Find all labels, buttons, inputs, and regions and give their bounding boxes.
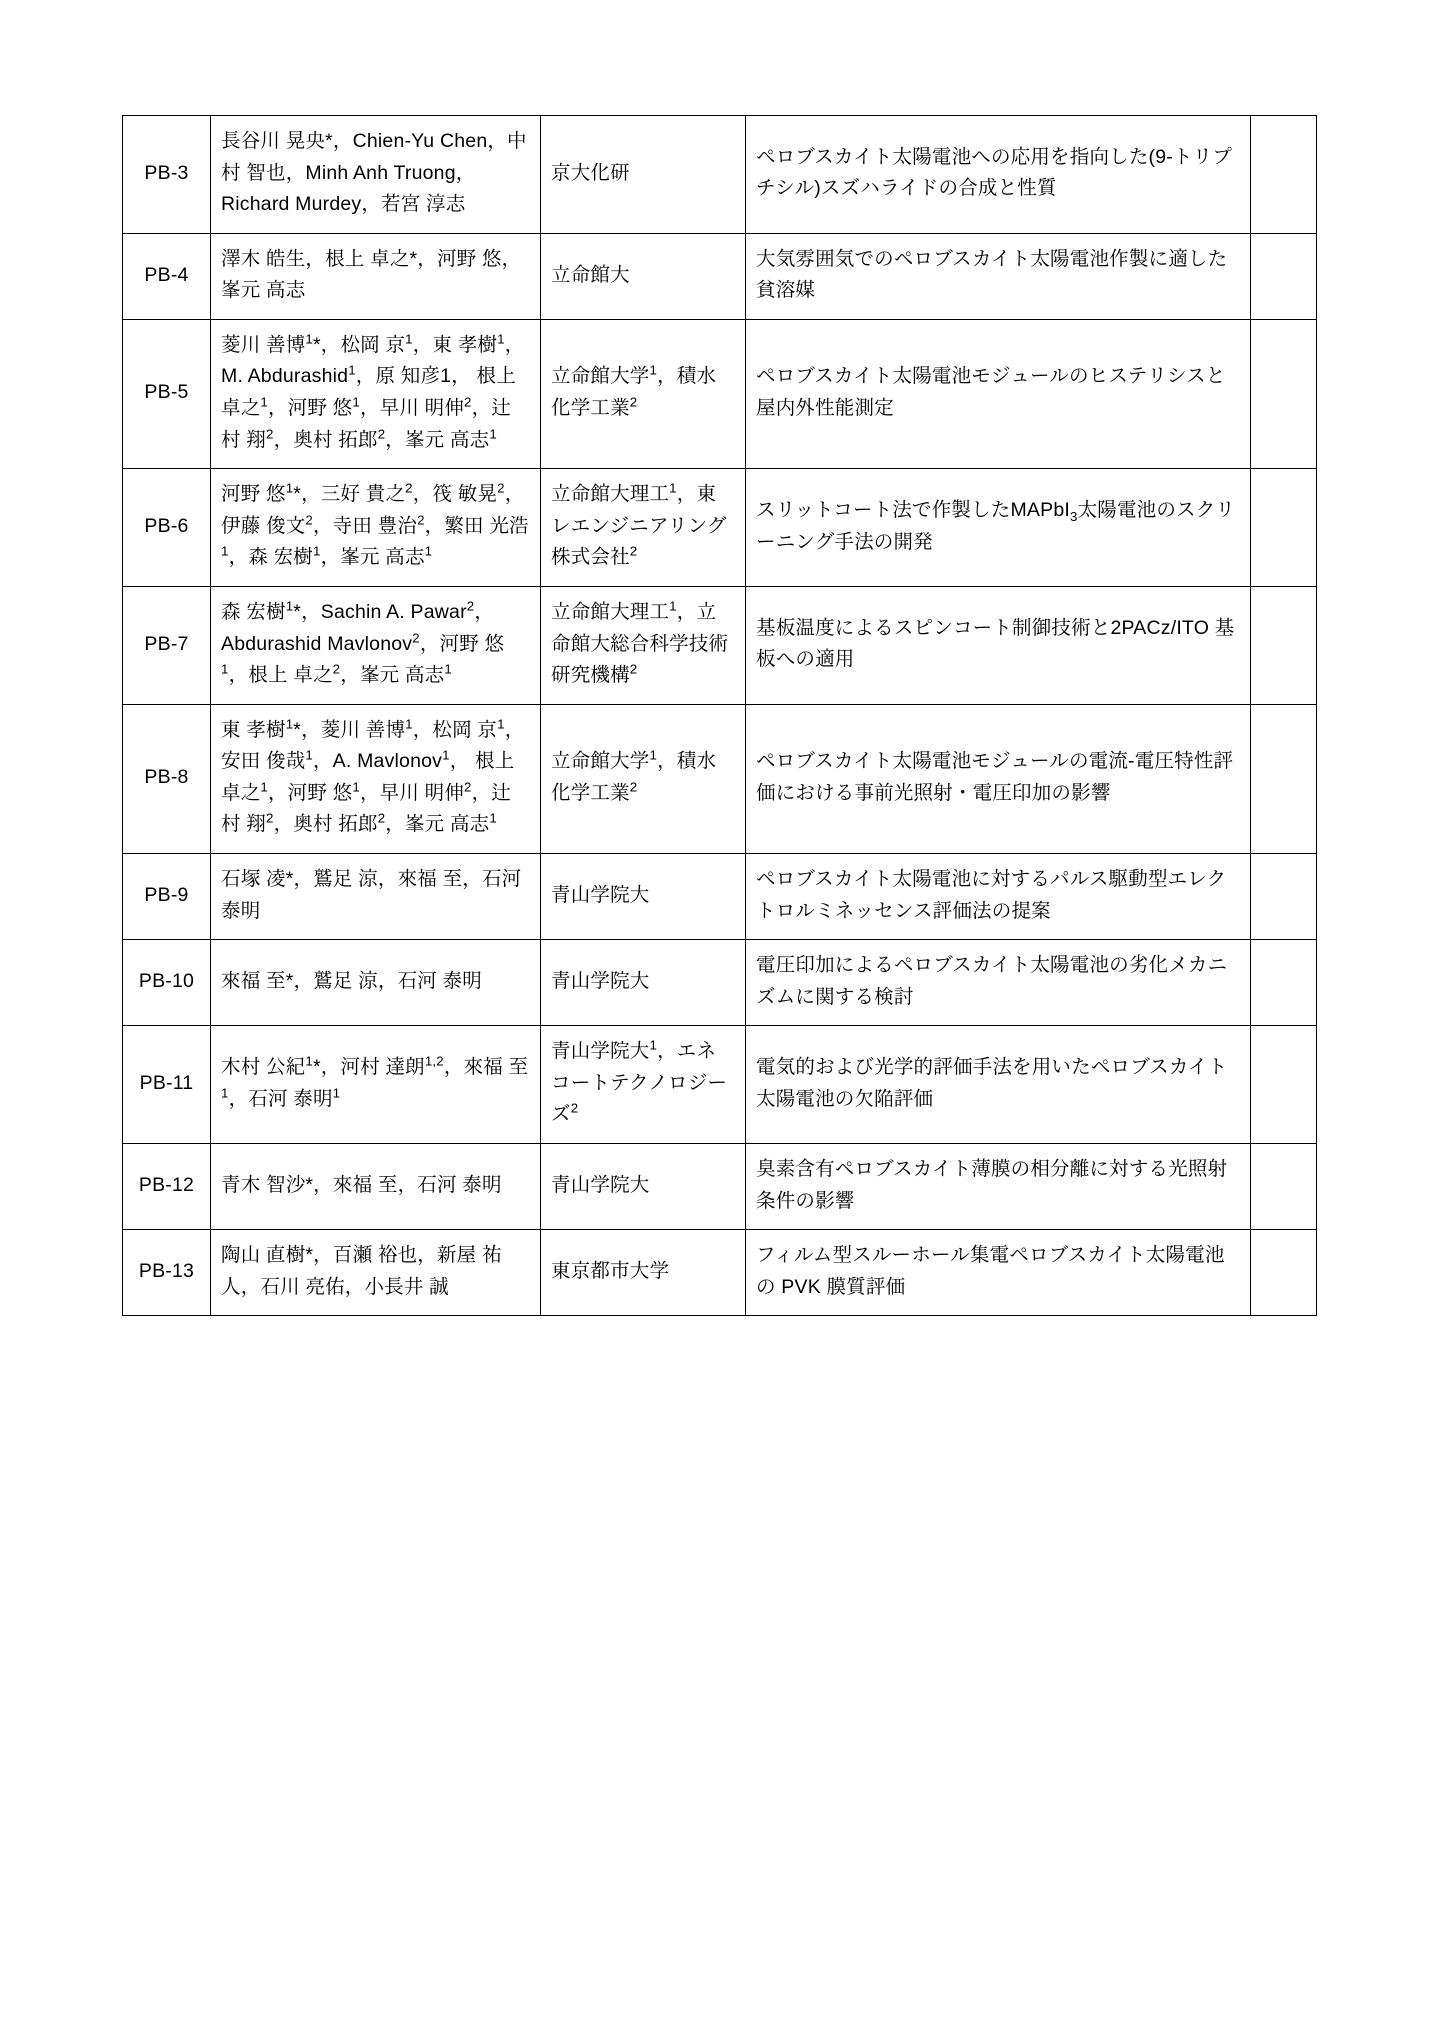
notes-cell — [1251, 469, 1317, 587]
presentation-title-cell: 基板温度によるスピンコート制御技術と2PACz/ITO 基板への適用 — [746, 586, 1251, 704]
table-row — [123, 116, 1317, 234]
program-table-body — [123, 116, 1317, 1316]
table-row — [123, 1026, 1317, 1144]
presentation-title-cell: ペロブスカイト太陽電池モジュールの電流-電圧特性評価における事前光照射・電圧印加の影響 — [746, 704, 1251, 853]
table-row — [123, 1144, 1317, 1230]
authors-cell: 河野 悠$^1$*，三好 貴之$^2$，筏 敏晃$^2$，伊藤 俊文$^2$，寺田 豊治$^2$，繁田 光浩$^1$，森 宏樹$^1$，峯元 高志$^1$ — [211, 469, 541, 587]
table-row — [123, 853, 1317, 939]
affiliation-cell: 青山学院大 — [541, 853, 746, 939]
presentation-id: PB-6 — [123, 469, 211, 587]
notes-cell — [1251, 586, 1317, 704]
authors-cell: 森 宏樹$^1$*，Sachin A. Pawar$^2$，Abdurashid Mavlonov$^2$，河野 悠$^1$，根上 卓之$^2$，峯元 高志$^1$ — [211, 586, 541, 704]
presentation-id: PB-13 — [123, 1230, 211, 1316]
presentation-id: PB-9 — [123, 853, 211, 939]
presentation-id: PB-5 — [123, 319, 211, 468]
table-row — [123, 940, 1317, 1026]
notes-cell — [1251, 1026, 1317, 1144]
table-row — [123, 469, 1317, 587]
presentation-id: PB-4 — [123, 233, 211, 319]
affiliation-cell: 立命館大理工$^1$，立命館大総合科学技術研究機構$^2$ — [541, 586, 746, 704]
presentation-title-cell: スリットコート法で作製したMAPbI$_3$太陽電池のスクリーニング手法の開発 — [746, 469, 1251, 587]
notes-cell — [1251, 1230, 1317, 1316]
presentation-title-cell: ペロブスカイト太陽電池に対するパルス駆動型エレクトロルミネッセンス評価法の提案 — [746, 853, 1251, 939]
presentation-title-cell: 電気的および光学的評価手法を用いたペロブスカイト太陽電池の欠陥評価 — [746, 1026, 1251, 1144]
presentation-id: PB-3 — [123, 116, 211, 234]
authors-cell: 木村 公紀$^1$*，河村 達朗$^{1,2}$，來福 至$^1$，石河 泰明$^1$ — [211, 1026, 541, 1144]
presentation-title-cell: ペロブスカイト太陽電池への応用を指向した(9-トリプチシル)スズハライドの合成と性質 — [746, 116, 1251, 234]
authors-cell: 陶山 直樹*，百瀬 裕也，新屋 祐人，石川 亮佑，小長井 誠 — [211, 1230, 541, 1316]
table-row — [123, 586, 1317, 704]
presentation-title-cell: フィルム型スルーホール集電ペロブスカイト太陽電池の PVK 膜質評価 — [746, 1230, 1251, 1316]
authors-cell: 東 孝樹$^1$*，菱川 善博$^1$，松岡 京$^1$，安田 俊哉$^1$，A. Mavlonov$^1$， 根上 卓之$^1$，河野 悠$^1$，早川 明伸$^2$，辻村 翔$^2$，奥村 拓郎$^2$，峯元 高志$^1$ — [211, 704, 541, 853]
affiliation-cell: 立命館大学$^1$，積水化学工業$^2$ — [541, 319, 746, 468]
notes-cell — [1251, 319, 1317, 468]
authors-cell: 青木 智沙*，來福 至，石河 泰明 — [211, 1144, 541, 1230]
program-table — [122, 115, 1317, 1316]
affiliation-cell: 青山学院大$^1$，エネコートテクノロジーズ$^2$ — [541, 1026, 746, 1144]
affiliation-cell: 東京都市大学 — [541, 1230, 746, 1316]
notes-cell — [1251, 853, 1317, 939]
authors-cell: 菱川 善博$^1$*，松岡 京$^1$，東 孝樹$^1$，M. Abdurashid$^1$，原 知彦1， 根上 卓之$^1$，河野 悠$^1$，早川 明伸$^2$，辻村 翔$^2$，奥村 拓郎$^2$，峯元 高志$^1$ — [211, 319, 541, 468]
table-row — [123, 1230, 1317, 1316]
affiliation-cell: 青山学院大 — [541, 1144, 746, 1230]
table-row — [123, 233, 1317, 319]
presentation-title-cell: 大気雰囲気でのペロブスカイト太陽電池作製に適した貧溶媒 — [746, 233, 1251, 319]
table-row — [123, 319, 1317, 468]
presentation-id: PB-12 — [123, 1144, 211, 1230]
presentation-id: PB-10 — [123, 940, 211, 1026]
notes-cell — [1251, 233, 1317, 319]
presentation-title-cell: 電圧印加によるペロブスカイト太陽電池の劣化メカニズムに関する検討 — [746, 940, 1251, 1026]
presentation-id: PB-7 — [123, 586, 211, 704]
authors-cell: 長谷川 晃央*，Chien-Yu Chen，中村 智也，Minh Anh Truong，Richard Murdey，若宮 淳志 — [211, 116, 541, 234]
program-table-container — [122, 115, 1316, 1316]
authors-cell: 澤木 皓生，根上 卓之*，河野 悠，峯元 高志 — [211, 233, 541, 319]
affiliation-cell: 立命館大学$^1$，積水化学工業$^2$ — [541, 704, 746, 853]
notes-cell — [1251, 1144, 1317, 1230]
affiliation-cell: 青山学院大 — [541, 940, 746, 1026]
notes-cell — [1251, 116, 1317, 234]
authors-cell: 來福 至*，鷲足 涼，石河 泰明 — [211, 940, 541, 1026]
presentation-title-cell: ペロブスカイト太陽電池モジュールのヒステリシスと屋内外性能測定 — [746, 319, 1251, 468]
table-row — [123, 704, 1317, 853]
authors-cell: 石塚 凌*，鷲足 涼，來福 至，石河 泰明 — [211, 853, 541, 939]
affiliation-cell: 京大化研 — [541, 116, 746, 234]
presentation-id: PB-8 — [123, 704, 211, 853]
presentation-id: PB-11 — [123, 1026, 211, 1144]
affiliation-cell: 立命館大 — [541, 233, 746, 319]
affiliation-cell: 立命館大理工$^1$，東レエンジニアリング株式会社$^2$ — [541, 469, 746, 587]
notes-cell — [1251, 940, 1317, 1026]
presentation-title-cell: 臭素含有ペロブスカイト薄膜の相分離に対する光照射条件の影響 — [746, 1144, 1251, 1230]
notes-cell — [1251, 704, 1317, 853]
